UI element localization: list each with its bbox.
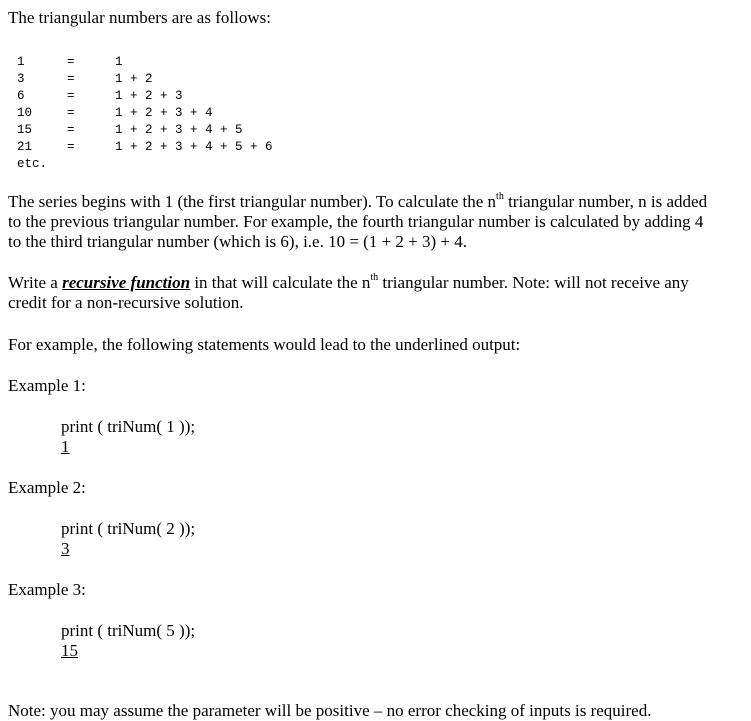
triangular-value: 1 — [17, 55, 25, 69]
equals-sign: = — [67, 106, 75, 120]
equals-sign: = — [67, 72, 75, 86]
superscript-th: th — [496, 191, 504, 203]
example-2-code: print ( triNum( 2 )); — [61, 519, 196, 538]
etc-text: etc. — [17, 157, 48, 171]
example-1-label: Example 1: — [8, 376, 86, 395]
sum-expression: 1 + 2 + 3 + 4 + 5 — [115, 123, 243, 137]
task-paragraph — [8, 273, 708, 313]
para2-text-a: Write a — [8, 273, 63, 292]
triangular-value: 10 — [17, 106, 33, 120]
example-3-output: 15 — [61, 641, 78, 660]
sum-expression: 1 + 2 + 3 + 4 + 5 + 6 — [115, 140, 273, 154]
sum-expression: 1 + 2 — [115, 72, 153, 86]
triangular-value: 6 — [17, 89, 25, 103]
equals-sign: = — [67, 89, 75, 103]
superscript-th: th — [370, 272, 379, 284]
recursive-function-emphasis: recursive function — [62, 273, 191, 292]
intro-text: The triangular numbers are as follows: — [8, 8, 271, 27]
para2-text-b: in that will calculate the n — [190, 273, 371, 292]
equals-sign: = — [67, 140, 75, 154]
equals-sign: = — [67, 55, 75, 69]
example-1-output: 1 — [61, 437, 70, 456]
example-3-label: Example 3: — [8, 580, 86, 599]
para1-text-b: triangular number, n is added to the previous triangular number. For example, the fourth triangular number is calculated by adding 4 to the third triangular number (which is 6), i.e. 10 = (1 + 2 + 3) + 4. — [8, 192, 708, 251]
example-3-code: print ( triNum( 5 )); — [61, 621, 196, 640]
sum-expression: 1 — [115, 55, 123, 69]
triangular-value: 3 — [17, 72, 25, 86]
examples-intro-paragraph: For example, the following statements would lead to the underlined output: — [8, 335, 521, 354]
sum-expression: 1 + 2 + 3 + 4 — [115, 106, 213, 120]
equals-sign: = — [67, 123, 75, 137]
example-2-output: 3 — [61, 539, 70, 558]
para2-text-c: triangular number. Note: will not receive any credit for a non-recursive solution. — [8, 273, 689, 312]
para1-text-a: The series begins with 1 (the first triangular number). To calculate the n — [8, 192, 497, 211]
example-2-label: Example 2: — [8, 478, 86, 497]
example-1-code: print ( triNum( 1 )); — [61, 417, 196, 436]
sum-expression: 1 + 2 + 3 — [115, 89, 183, 103]
note-text: Note: you may assume the parameter will be positive – no error checking of inputs is required. — [8, 701, 652, 720]
triangular-value: 15 — [17, 123, 33, 137]
triangular-value: 21 — [17, 140, 33, 154]
series-description-paragraph — [8, 192, 708, 252]
